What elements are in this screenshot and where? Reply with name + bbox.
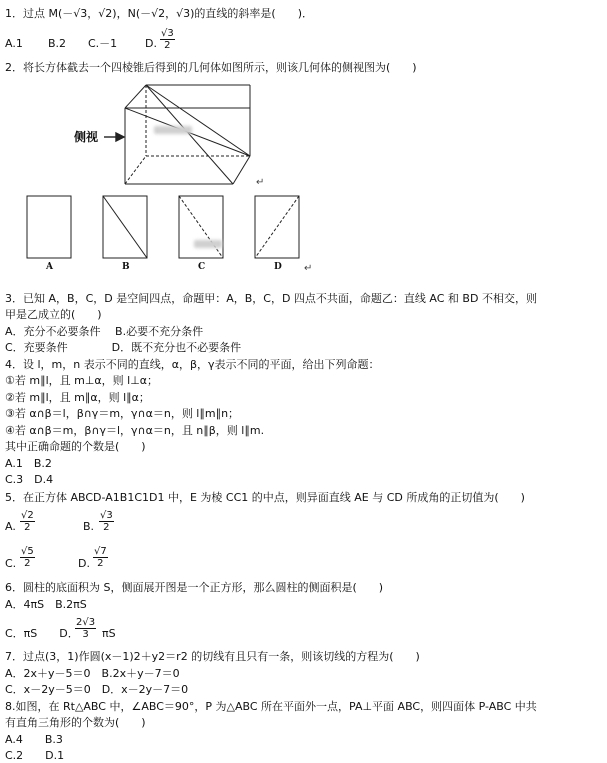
- fraction-denominator: 2: [24, 522, 31, 533]
- fraction-numerator: √5: [21, 546, 34, 557]
- q4-question: 其中正确命题的个数是( ): [5, 440, 146, 453]
- fraction-numerator: √3: [161, 28, 174, 39]
- option-a-view: [27, 196, 71, 258]
- option-b-view: [103, 196, 147, 258]
- q3-options-cd: C．充要条件 D．既不充分也不必要条件: [5, 341, 242, 354]
- fraction-denominator: 2: [97, 558, 104, 569]
- return-mark: ↵: [304, 263, 313, 274]
- q3-stem-line2: 甲是乙成立的( ): [5, 308, 102, 321]
- q5-option-d-label: D.: [78, 557, 90, 570]
- q7-options-cd: C．x－2y－5＝0 D．x－2y－7＝0: [5, 683, 189, 696]
- q5-option-b-label: B.: [83, 520, 95, 533]
- q1-option-b: B.2: [48, 37, 67, 50]
- blurred-watermark: [194, 240, 222, 248]
- q6-stem: 6．圆柱的底面积为 S，侧面展开图是一个正方形，那么圆柱的侧面积是( ): [5, 581, 384, 594]
- q1-option-a: A.1: [5, 37, 23, 50]
- fraction-numerator: √2: [21, 510, 34, 521]
- view-arrow: [104, 133, 124, 141]
- q5-option-b-fraction: [99, 510, 114, 533]
- q4-options-ab: A.1 B.2: [5, 457, 52, 470]
- q4-options-cd: C.3 D.4: [5, 473, 54, 486]
- fraction-denominator: 2: [164, 40, 171, 51]
- fraction-denominator: 3: [82, 629, 89, 640]
- q2-stem: 2．将长方体截去一个四棱锥后得到的几何体如图所示，则该几何体的侧视图为( ): [5, 61, 417, 74]
- q5-stem: 5．在正方体 ABCD-A1B1C1D1 中，E 为棱 CC1 的中点，则异面直线 AE 与 CD 所成角的正切值为( ): [5, 491, 525, 504]
- q4-stem: 4．设 l，m，n 表示不同的直线，α，β，γ表示不同的平面，给出下列命题：: [5, 358, 380, 371]
- q6-option-d-fraction: [75, 617, 96, 640]
- q8-options-cd: C.2 D.1: [5, 749, 65, 762]
- blurred-watermark: [154, 126, 192, 134]
- fraction-denominator: 2: [24, 558, 31, 569]
- q5-option-d-fraction: [93, 546, 108, 569]
- caption-d: D: [274, 262, 282, 272]
- q1-option-c: C.－1: [88, 37, 118, 50]
- q6-option-c-and-d-label: C．πS D．: [5, 627, 79, 640]
- q4-proposition-4: ④若 α∩β＝m，β∩γ＝l，γ∩α＝n，且 n∥β，则 l∥m.: [5, 424, 265, 437]
- q8-stem-line1: 8.如图，在 Rt△ABC 中，∠ABC＝90°，P 为△ABC 所在平面外一点，PA⊥平面 ABC，则四面体 P-ABC 中共: [5, 700, 537, 713]
- q4-proposition-1: ①若 m∥l，且 m⊥α，则 l⊥α；: [5, 374, 159, 387]
- return-mark: ↵: [256, 177, 265, 188]
- q4-proposition-2: ②若 m∥l，且 m∥α，则 l∥α；: [5, 391, 150, 404]
- q5-option-a-label: A.: [5, 520, 16, 533]
- side-view-label: 侧视: [74, 130, 99, 144]
- q3-options-ab: A．充分不必要条件 B.必要不充分条件: [5, 325, 204, 338]
- caption-a: A: [46, 262, 53, 272]
- option-c-view: [179, 196, 223, 258]
- truncated-box-figure: [125, 85, 250, 184]
- caption-b: B: [122, 262, 130, 272]
- q8-stem-line2: 有直角三角形的个数为( ): [5, 716, 146, 729]
- q5-option-c-fraction: [20, 546, 35, 569]
- q1-stem: 1．过点 M(－√3，√2)，N(－√2，√3)的直线的斜率是( )．: [5, 7, 313, 20]
- q3-stem-line1: 3．已知 A，B，C，D 是空间四点，命题甲：A，B，C，D 四点不共面，命题乙：直线 AC 和 BD 不相交，则: [5, 292, 537, 305]
- q1-option-d-label: D.: [145, 37, 157, 50]
- fraction-numerator: 2√3: [76, 617, 96, 628]
- fraction-numerator: √3: [100, 510, 113, 521]
- q7-stem: 7．过点(3，1)作圆(x－1)2＋y2＝r2 的切线有且只有一条，则该切线的方程为( ): [5, 650, 420, 663]
- q6-option-d-suffix: πS: [102, 627, 116, 640]
- q7-options-ab: A．2x＋y－5＝0 B.2x＋y－7＝0: [5, 667, 180, 680]
- q6-options-ab: A．4πS B.2πS: [5, 598, 87, 611]
- q8-options-ab: A.4 B.3: [5, 733, 63, 746]
- fraction-numerator: √7: [94, 546, 107, 557]
- q4-proposition-3: ③若 α∩β＝l，β∩γ＝m，γ∩α＝n，则 l∥m∥n；: [5, 407, 240, 420]
- caption-c: C: [198, 262, 206, 272]
- q5-option-a-fraction: [20, 510, 35, 533]
- q5-option-c-label: C.: [5, 557, 17, 570]
- fraction-denominator: 2: [103, 522, 110, 533]
- option-d-view: [255, 196, 299, 258]
